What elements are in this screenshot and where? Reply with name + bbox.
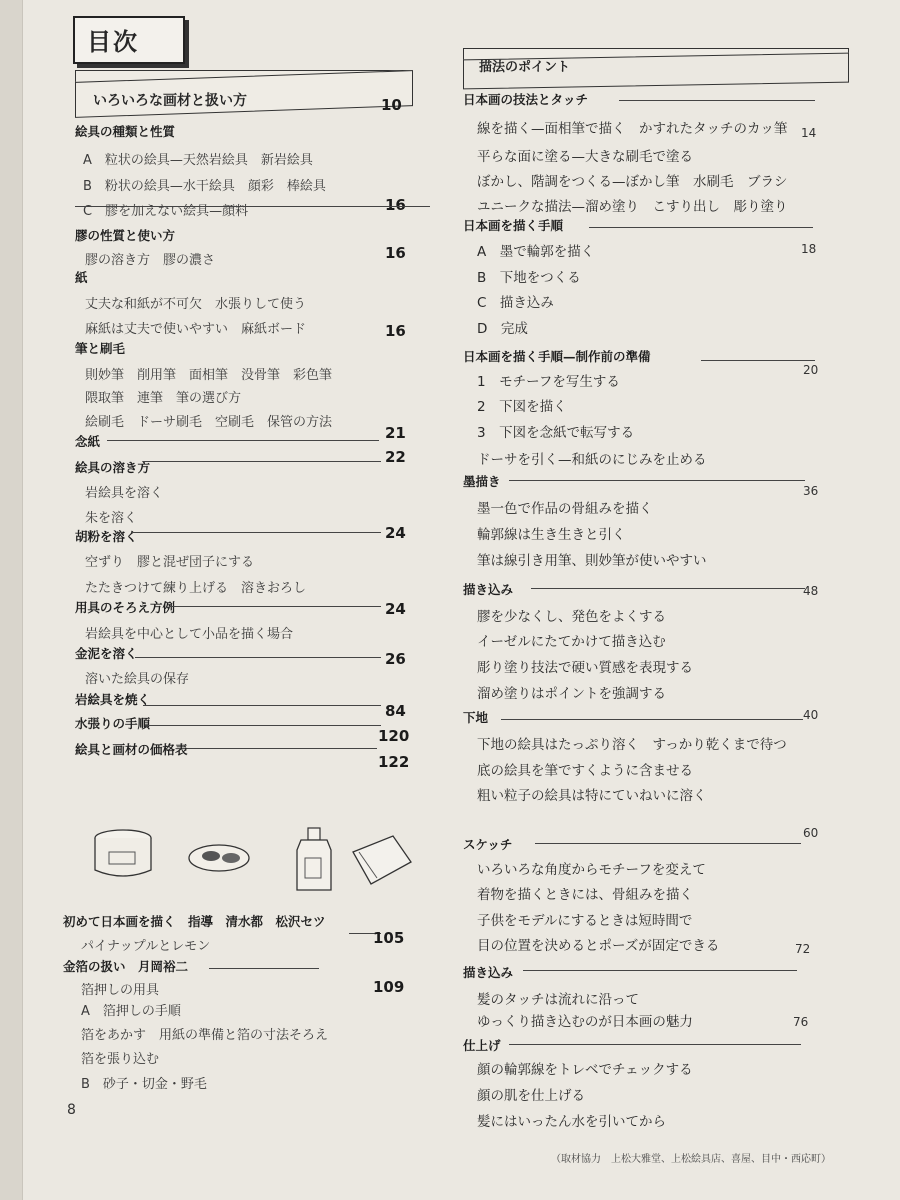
- page-number: 22: [385, 448, 406, 466]
- page-number: 72: [795, 942, 811, 956]
- toc-heading: 胡粉を溶く: [75, 529, 138, 544]
- toc-subitem: ぼかし、階調をつくる—ぼかし筆 水刷毛 ブラシ: [477, 174, 788, 190]
- toc-heading: 用具のそろえ方例: [75, 600, 176, 615]
- toc-subitem: 髪にはいったん水を引いてから: [477, 1114, 666, 1130]
- page-number: 26: [385, 650, 406, 668]
- page-number: 16: [385, 322, 406, 340]
- toc-subitem: 溶いた絵具の保存: [85, 672, 190, 687]
- toc-subitem: 彫り塗り技法で硬い質感を表現する: [477, 660, 693, 676]
- toc-subitem: ゆっくり描き込むのが日本画の魅力: [477, 1014, 693, 1030]
- toc-heading: 金箔の扱い 月岡裕二: [63, 959, 189, 974]
- toc-subitem: 隈取筆 連筆 筆の選び方: [85, 391, 242, 406]
- toc-subitem: 朱を溶く: [85, 511, 138, 526]
- toc-subitem: 粗い粒子の絵具は特にていねいに溶く: [477, 788, 707, 804]
- leader-rule: [135, 657, 381, 658]
- toc-heading: 描き込み: [463, 582, 514, 597]
- leader-rule: [131, 532, 381, 533]
- toc-heading: 膠の性質と使い方: [75, 228, 176, 243]
- toc-subitem: B 粉状の絵具—水干絵具 顔彩 棒絵具: [83, 179, 326, 194]
- toc-subitem: 平らな面に塗る—大きな刷毛で塗る: [477, 149, 693, 165]
- toc-subitem: 箔をあかす 用紙の準備と箔の寸法そろえ: [81, 1028, 329, 1043]
- leader-rule: [509, 1044, 801, 1045]
- toc-subitem: 丈夫な和紙が不可欠 水張りして使う: [85, 297, 307, 312]
- toc-subitem: 着物を描くときには、骨組みを描く: [477, 887, 693, 903]
- toc-subitem: 目の位置を決めるとポーズが固定できる: [477, 938, 720, 954]
- toc-heading: 墨描き: [463, 474, 501, 489]
- toc-subitem: C 膠を加えない絵具—顔料: [83, 204, 249, 219]
- dish-icon: [189, 845, 249, 871]
- leader-rule: [619, 100, 815, 101]
- toc-subitem: 箔押しの用具: [81, 983, 160, 998]
- leader-rule: [701, 360, 815, 361]
- page-number: 109: [373, 978, 405, 996]
- toc-subitem: 膠の溶き方 膠の濃さ: [85, 253, 216, 268]
- toc-subitem: A 墨で輪郭を描く: [477, 244, 595, 260]
- toc-subitem: 底の絵具を筆ですくように含ませる: [477, 763, 693, 779]
- toc-subitem: A 箔押しの手順: [81, 1004, 181, 1019]
- page-number: 40: [803, 708, 819, 722]
- toc-page: [22, 0, 900, 1200]
- toc-subitem: 子供をモデルにするときは短時間で: [477, 913, 693, 929]
- section-title-techniques: 描法のポイント: [479, 60, 571, 75]
- toc-subitem: 墨一色で作品の骨組みを描く: [477, 501, 653, 517]
- leader-rule: [75, 206, 430, 207]
- toc-subitem: 麻紙は丈夫で使いやすい 麻紙ボード: [85, 322, 307, 337]
- toc-heading: 念紙: [75, 434, 101, 449]
- toc-heading: 日本画を描く手順—制作前の準備: [463, 349, 651, 364]
- toc-subitem: 岩絵具を中心として小品を描く場合: [85, 627, 294, 642]
- page-number: 120: [378, 727, 410, 745]
- toc-subitem: 空ずり 膠と混ぜ団子にする: [85, 555, 255, 570]
- leader-rule: [535, 843, 801, 844]
- toc-heading: 水張りの手順: [75, 716, 151, 731]
- toc-subitem: たたきつけて練り上げる 溶きおろし: [85, 581, 307, 596]
- toc-subitem: 箔を張り込む: [81, 1052, 160, 1067]
- page-title: 目次: [87, 28, 139, 56]
- toc-subitem: パイナップルとレモン: [81, 939, 211, 954]
- page-number: 21: [385, 424, 406, 442]
- section-title-materials: いろいろな画材と扱い方: [93, 93, 247, 109]
- toc-subitem: 顔の輪郭線をトレベでチェックする: [477, 1062, 693, 1078]
- toc-subitem: ドーサを引く—和紙のにじみを止める: [477, 452, 707, 468]
- toc-heading: 初めて日本画を描く 指導 清水都 松沢セツ: [63, 914, 326, 929]
- toc-subitem: A 粒状の絵具—天然岩絵具 新岩絵具: [83, 153, 313, 168]
- toc-subitem: 輪郭線は生き生きと引く: [477, 527, 626, 543]
- page-number: 16: [385, 244, 406, 262]
- toc-heading: 下地: [463, 710, 489, 725]
- toc-heading: 絵具と画材の価格表: [75, 742, 188, 757]
- toc-heading: 紙: [75, 270, 88, 285]
- toc-subitem: イーゼルにたてかけて描き込む: [477, 634, 666, 650]
- leader-rule: [531, 588, 805, 589]
- leader-rule: [501, 719, 803, 720]
- toc-heading: 絵具の溶き方: [75, 460, 151, 475]
- toc-heading: 絵具の種類と性質: [75, 124, 176, 139]
- bottle-icon: [297, 828, 331, 890]
- toc-heading: 日本画を描く手順: [463, 218, 564, 233]
- toc-subitem: C 描き込み: [477, 295, 554, 311]
- page-number: 60: [803, 826, 819, 840]
- toc-heading: 日本画の技法とタッチ: [463, 92, 589, 107]
- page-number: 84: [385, 702, 406, 720]
- page-number: 36: [803, 484, 819, 498]
- toc-subitem: 下地の絵具はたっぷり溶く すっかり乾くまで待つ: [477, 737, 787, 753]
- page-number: 10: [381, 96, 402, 114]
- toc-subitem: 筆は線引き用筆、則妙筆が使いやすい: [477, 553, 707, 569]
- page-number: 122: [378, 753, 410, 771]
- leader-rule: [187, 748, 377, 749]
- credit-line: （取材協力 上松大雅堂、上松絵具店、喜屋、目中・西応町）: [551, 1154, 831, 1165]
- page-number: 105: [373, 929, 405, 947]
- page-number: 20: [803, 363, 819, 377]
- page-number: 14: [801, 126, 817, 140]
- toc-heading: 描き込み: [463, 965, 514, 980]
- toc-subitem: 膠を少なくし、発色をよくする: [477, 609, 666, 625]
- toc-subitem: 2 下図を描く: [477, 399, 567, 415]
- toc-subitem: 1 モチーフを写生する: [477, 374, 620, 390]
- jar-icon: [95, 830, 151, 876]
- toc-subitem: 3 下図を念紙で転写する: [477, 425, 635, 441]
- toc-heading: 仕上げ: [463, 1038, 501, 1053]
- leader-rule: [523, 970, 797, 971]
- paper-book-icon: [353, 836, 411, 884]
- toc-heading: 金泥を溶く: [75, 646, 138, 661]
- toc-subitem: B 砂子・切金・野毛: [81, 1077, 207, 1092]
- leader-rule: [107, 440, 379, 441]
- toc-heading: スケッチ: [463, 837, 513, 852]
- toc-subitem: 絵刷毛 ドーサ刷毛 空刷毛 保管の方法: [85, 415, 333, 430]
- toc-subitem: 髪のタッチは流れに沿って: [477, 992, 639, 1008]
- leader-rule: [509, 480, 805, 481]
- folio: 8: [67, 1102, 76, 1118]
- toc-subitem: B 下地をつくる: [477, 270, 581, 286]
- leader-rule: [209, 968, 319, 969]
- page-number: 48: [803, 584, 819, 598]
- tools-illustration: [73, 822, 413, 902]
- toc-heading: 岩絵具を焼く: [75, 692, 151, 707]
- toc-subitem: 顔の肌を仕上げる: [477, 1088, 585, 1104]
- page-number: 76: [793, 1015, 809, 1029]
- toc-heading: 筆と刷毛: [75, 341, 126, 356]
- toc-subitem: いろいろな角度からモチーフを変えて: [477, 862, 706, 878]
- toc-subitem: ユニークな描法—溜め塗り こすり出し 彫り塗り: [477, 199, 788, 215]
- leader-rule: [589, 227, 813, 228]
- toc-subitem: 則妙筆 削用筆 面相筆 没骨筆 彩色筆: [85, 368, 333, 383]
- leader-rule: [143, 461, 381, 462]
- leader-rule: [143, 705, 381, 706]
- leader-rule: [145, 725, 381, 726]
- page-number: 18: [801, 242, 817, 256]
- toc-subitem: 岩絵具を溶く: [85, 486, 164, 501]
- page-number: 24: [385, 524, 406, 542]
- toc-subitem: 線を描く—面相筆で描く かすれたタッチのカッ筆: [477, 121, 788, 137]
- page-number: 24: [385, 600, 406, 618]
- leader-rule: [169, 606, 381, 607]
- toc-subitem: 溜め塗りはポイントを強調する: [477, 686, 666, 702]
- page-number: 16: [385, 196, 406, 214]
- toc-subitem: D 完成: [477, 321, 528, 337]
